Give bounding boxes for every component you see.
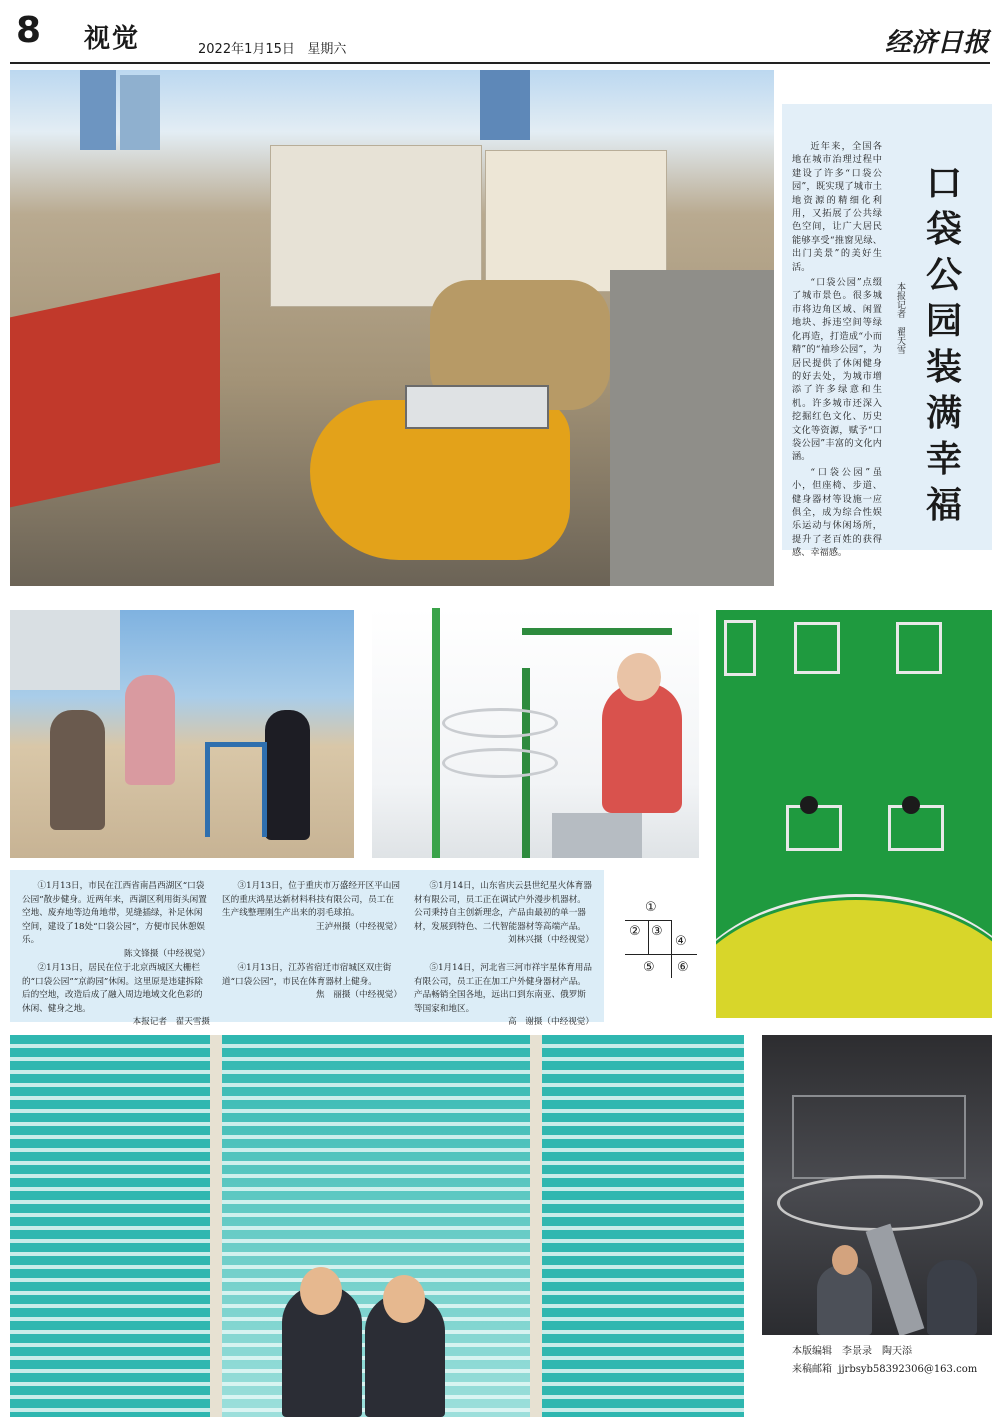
fitness-frame [205,742,267,837]
article-headline: 口袋公园装满幸福 [925,162,962,526]
person-silhouette [125,675,175,785]
dateline [198,38,346,57]
worker-uniform [927,1260,977,1335]
caption-5 [414,880,594,948]
metal-pole [866,1224,925,1335]
email-line [792,1361,992,1379]
caption-credit: 高 谢摄（中经视觉） [508,1017,594,1027]
person-top-view [902,796,920,814]
photo-aerial-fitness-equipment [716,610,992,1018]
fitness-station [794,622,840,674]
date: 2022年1月15日 [198,42,295,57]
fitness-station [724,620,756,676]
caption-1 [22,880,210,961]
caption-credit: 王泸州摄（中经视觉） [316,921,402,932]
photo-workers-debugging-equipment [762,1035,992,1335]
caption-2 [22,962,210,1030]
legend-line [671,920,672,978]
tower-building [120,75,160,150]
article-paragraph: “口袋公园”虽小，但座椅、步道、健身器材等设施一应俱全，成为综合性娱乐运动与休闲场所，提升了老百姓的获得感、幸福感。 [792,466,882,559]
newspaper-logo: 经济日报 [885,28,990,58]
legend-4: ④ [675,934,687,949]
caption-credit: 焦 丽摄（中经视觉） [316,990,402,1000]
photo-workers-processing-equipment [10,1035,744,1417]
page-credits [792,1343,992,1379]
caption-text: ④1月13日，江苏省宿迁市宿城区双庄街道“口袋公园”，市民在体育器材上健身。 [222,963,392,987]
tower-building [80,70,116,150]
page-number: 8 [16,10,42,51]
photo-worker-fitness-equipment [372,608,699,858]
spinner-ring [777,1175,983,1231]
photo-residents-exercise [10,610,354,858]
legend-6: ⑥ [677,960,689,975]
weekday: 星期六 [307,42,347,57]
court-line [716,894,992,1018]
caption-6 [414,962,594,1030]
fitness-station [896,622,942,674]
legend-5: ⑤ [643,960,655,975]
article-body [792,140,882,562]
person-silhouette [50,710,105,830]
email-address[interactable]: jjrbsyb58392306@163.com [838,1364,978,1375]
masthead-rule [10,62,990,64]
section-title: 视觉 [84,24,141,54]
metal-bin [552,813,642,858]
caption-text: ⑤1月14日，山东省庆云县世纪星火体育器材有限公司，员工正在调试户外漫步机器材。公司秉持自主创新理念，产品由最初的单一器材，发展到特色、二代智能器材等高端产品。 [414,881,592,932]
caption-4 [222,962,402,1003]
email-label: 来稿邮箱 [792,1364,832,1375]
green-pole [432,608,440,858]
metal-ring [442,748,558,778]
steel-frame [792,1095,966,1179]
caption-credit: 刘林兴摄（中经视觉） [508,935,594,945]
caption-text: ①1月13日，市民在江西省南昌西湖区“口袋公园”散步健身。近两年来，西湖区利用街头闲置空地、废弃地等边角地带，见缝插绿，补足休闲空间，建设了18处“口袋公园”，方便市民休憩娱乐。 [22,881,207,945]
pipe-end-column [210,1035,222,1417]
legend-line [648,920,649,954]
article-paragraph: “口袋公园”点缀了城市景色。很多城市将边角区域、闲置地块、拆违空间等绿化再造，打造成“小而精”的“袖珍公园”，为居民提供了休闲健身的好去处，为城市增添了许多绿意和生机。许多城市还深入挖掘红色文化、历史文化等资源，赋予“口袋公园”丰富的文化内涵。 [792,277,882,463]
tower-building [480,70,530,140]
photo-layout-legend [625,896,697,978]
worker-red-sweater [602,683,682,813]
worker-uniform [817,1265,872,1335]
legend-3: ③ [651,924,663,939]
white-wall [10,610,120,690]
train-car [405,385,549,429]
worker-face [617,653,661,701]
caption-text: ②1月13日，居民在位于北京西城区大栅栏的“口袋公园”“京韵园”休闲。这里原是违建拆除后的空地，改造后成了融入周边地域文化色彩的休闲、健身之地。 [22,963,203,1014]
caption-text: ⑤1月14日，河北省三河市祥宇星体育用品有限公司，员工正在加工户外健身器材产品。产品畅销全国各地，远出口到东南亚、俄罗斯等国家和地区。 [414,963,592,1014]
caption-credit: 陈文锋摄（中经视觉） [124,948,210,959]
caption-box [10,870,604,1027]
photo-aerial-pocket-park [10,70,774,586]
worker-face [300,1267,342,1315]
legend-1: ① [645,900,657,915]
pipe-end-column [530,1035,542,1417]
legend-2: ② [629,924,641,939]
green-beam [522,628,672,635]
worker-face [383,1275,425,1323]
legend-line [625,954,697,955]
metal-ring [442,708,558,738]
caption-3 [222,880,402,934]
caption-text: ③1月13日，位于重庆市万盛经开区平山园区的重庆鸿星达新材料科技有限公司，员工在生产线整理刚生产出来的羽毛球拍。 [222,881,400,918]
caption-credit: 本报记者 翟天雪摄 [132,1017,210,1027]
person-silhouette [265,710,310,840]
apartment-block [270,145,482,307]
worker-face [832,1245,858,1275]
person-top-view [800,796,818,814]
red-roof-building [10,273,220,508]
street [610,270,774,586]
article-paragraph: 近年来，全国各地在城市治理过程中建设了许多“口袋公园”，既实现了城市土地资源的精细化利用，又拓展了公共绿色空间，让广大居民能够享受“推窗见绿、出门美景”的美好生活。 [792,141,882,273]
editor-line: 本版编辑 李景录 陶天添 [792,1346,912,1357]
article-byline: 本报记者 翟天雪 [895,282,905,354]
